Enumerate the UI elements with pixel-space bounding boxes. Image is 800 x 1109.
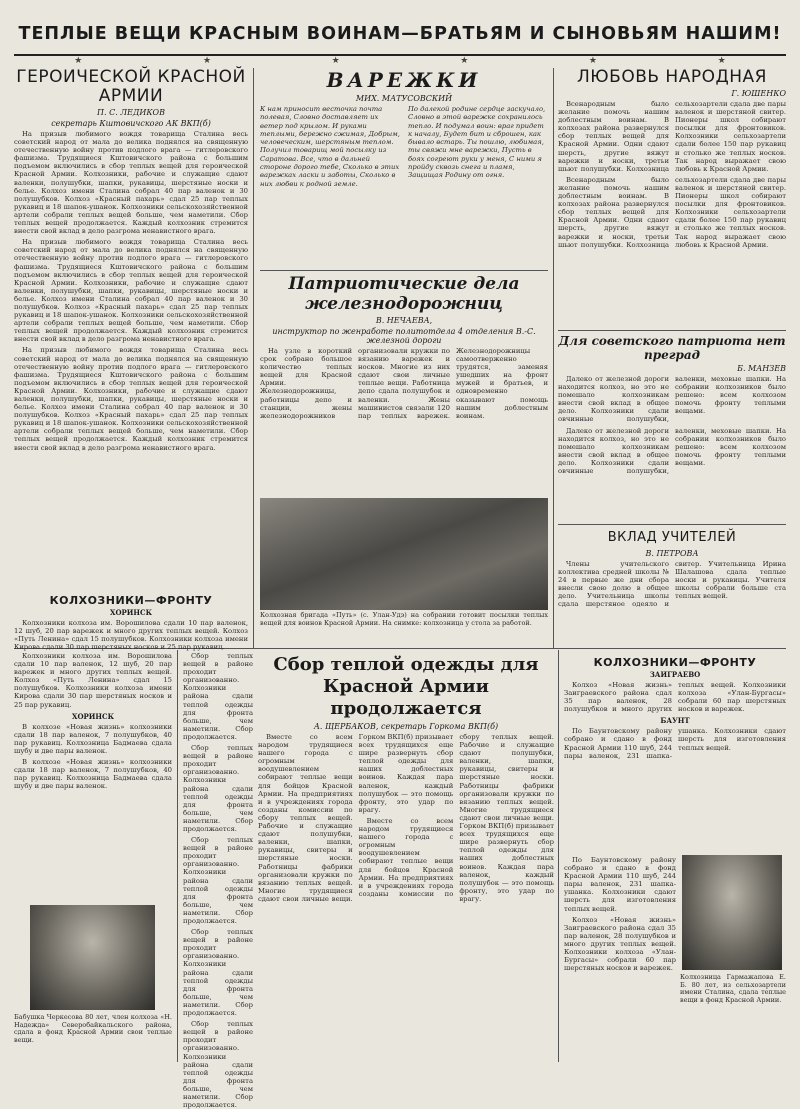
left-front-text: Колхозники колхоза им. Ворошилова сдали 10 пар валенок, 12 шуб, 20 пар варежек и много других теплых вещей. Колхоз «Путь Ленина» сдал 15 полушубков. Колхозники колхоза имени Кирова сдали 30 пар шерстяных носков и 25 пар рукавиц. [14,619,248,652]
main-article-byline: А. ЩЕРБАКОВ, секретарь Горкома ВКП(б) [313,722,499,731]
mid-small-text-repeat: Сбор теплых вещей в районе проходит организованно. Колхозники района сдали теплой одежды для фронта больше, чем наметили. Сбор продолжается. [183,1020,253,1109]
mid-small-column [183,652,253,1109]
left-front-text-continued: Колхозники колхоза им. Ворошилова сдали 10 пар валенок, 12 шуб, 20 пар варежек и много других теплых вещей. Колхоз «Путь Ленина» сдал 15 полушубков. Колхозники колхоза имени Кирова сдали 30 пар шерстяных носков и 25 пар рукавиц. [14,652,172,709]
rail-article-title: Патриотические дела железнодорожниц [288,274,520,314]
left-article-title: ГЕРОИЧЕСКОЙ КРАСНОЙ АРМИИ [16,67,246,106]
right-front-text-2: По Баунтовскому району собрано и сдано в фонд Красной Армии 110 шуб, 244 пары валенок, 231 шапка-ушанка. Колхозники сдают шерсть для изготовления теплых вещей. [564,727,786,760]
poem-column-1: К нам приносит весточка почта полевая, Словно доставляет их ветер под крылом. И руками теплыми, бережно сжимая, Добрым, человеческим, шерстяным теплом. Получил товарищ мой посылку из Саратова. Все, что в дальней стороне дорого тебе, Сколько в этих варежках ласки и заботы, Сколько в них любви к родной земле. [260,105,400,188]
star-icon: ★ [717,56,726,66]
mid-small-text-repeat: Сбор теплых вещей в районе проходит организованно. Колхозники района сдали теплой одежды для фронта больше, чем наметили. Сбор продолжается. [183,836,253,925]
column-divider [558,650,559,1062]
teacher-article-title: ВКЛАД УЧИТЕЛЕЙ [607,530,737,545]
right-front-place: ЗАИГРАЕВО [649,670,701,679]
workshop-photo [260,498,548,610]
patriot-article [558,334,786,522]
right-bottom-text: По Баунтовскому району собрано и сдано в фонд Красной Армии 110 шуб, 244 пары валенок, 231 шапка-ушанка. Колхозники сдают шерсть для изготовления теплых вещей. [564,856,676,913]
star-icon: ★ [74,56,83,66]
right-front-text: Колхоз «Новая жизнь» Заиграевского района сдал 35 пар валенок, 28 полушубков и много других теплых вещей. Колхозники колхоза «Улан-Бургасы» собрали 60 пар шерстяных носков и варежек. [564,681,786,714]
left-front-header-block [14,590,248,652]
elderly-woman-photo [30,905,155,1010]
mid-small-text: Сбор теплых вещей в районе проходит организованно. Колхозники района сдали теплой одежды для фронта больше, чем наметили. Сбор продолжается. [183,652,253,741]
teacher-article-text: Члены учительского коллектива средней школы № 24 в первые же дни сбора внесли свою долю в общее дело. Учительница школы сдала шерстяное одеяло и свитер. Учительница Ирина Шалашова сдала теплые носки и рукавицы. Учителя школы собрали больше ста теплых вещей. [558,560,786,609]
right-bottom-text-block [564,856,676,1056]
poem-author: МИХ. МАТУСОВСКИЙ [355,94,453,103]
rail-article-byline: В. НЕЧАЕВА, [375,316,433,325]
right-article [558,68,786,328]
poem-block [260,68,548,268]
right-article-title: ЛЮБОВЬ НАРОДНАЯ [577,67,767,87]
main-article-title: Сбор теплой одежды для Красной Армии продолжается [273,654,539,719]
left-article-byline: П. С. ЛЕДИКОВ [97,108,165,117]
left-front-continued [14,652,172,902]
main-article-text-repeat: Вместе со всем народом трудящиеся нашего города с огромным воодушевлением собирают теплые вещи для бойцов Красной Армии. На предприятиях и в учреждениях города созданы комиссии по сбору теплых вещей. Рабочие и служащие сдают полушубки, валенки, шапки, рукавицы, свитеры и шерстяные носки. Работницы фабрики организовали кружки по вязанию теплых вещей. Многие трудящиеся сдают свои личные вещи. Горком ВКП(б) призывает всех трудящихся еще шире развернуть сбор теплой одежды для наших доблестных воинов. Каждая пара валенок, каждый полушубок — это помощь фронту, это удар по врагу. [358,733,554,903]
left-article-text-repeat: На призыв любимого вождя товарища Сталина весь советский народ от мала до велика поднялся на священную отечественную войну против подлого врага — гитлеровского фашизма. Трудящиеся Кштовичского района с большим подъемом включились в сбор теплых вещей для героической Красной Армии. Колхозники, рабочие и служащие сдают валенки, полушубки, шапки, рукавицы, шерстяные носки и белье. Колхоз имени Сталина собрал 40 пар валенок и 30 полушубков. Колхоз «Красный пахарь» сдал 25 пар теплых рукавиц и 18 шапок-ушанок. Колхозники сельскохозяйственной артели собрали теплых вещей больше, чем наметили. Сбор теплых вещей продолжается. Каждый колхозник стремится внести свой вклад в дело разгрома ненавистного врага. [14,346,248,452]
right-photo-caption: Колхозница Гармажапова Е. Б. 80 лет, из сельхозартели имени Сталина, сдала теплые вещи в фонд Красной Армии. [680,973,786,1004]
right-photo-caption-block [680,974,786,1058]
main-article-columns [258,733,554,903]
right-article-byline: Г. ЮШЕНКО [731,89,786,98]
star-icon: ★ [331,56,340,66]
left-article [14,68,248,588]
banner-title: ТЕПЛЫЕ ВЕЩИ КРАСНЫМ ВОИНАМ—БРАТЬЯМ И СЫНОВЬЯМ НАШИМ! [18,24,782,44]
section-divider [558,524,786,525]
poem-column-2: По далекой родине сердце заскучало, Словно в этой варежке сохранилось тепло. И подумал воин: враг придет к началу, Будет бит и сброшен, как бывало встарь. Ты пошлю, любимая, ты свяжи мне варежки, Пусть в боях согреют руки у меня, С ними я пройду сквозь снега и пламя, Защищая Родину от огня. [408,105,546,180]
right-bottom-text-repeat: Колхоз «Новая жизнь» Заиграевского района сдал 35 пар валенок, 28 полушубков и много других теплых вещей. Колхозники колхоза «Улан-Бургасы» собрали 60 пар шерстяных носков и варежек. [564,915,676,973]
right-front [564,652,786,852]
main-article-text: Вместе со всем народом трудящиеся нашего города с огромным воодушевлением собирают теплые вещи для бойцов Красной Армии. На предприятиях и в учреждениях города созданы комиссии по сбору теплых вещей. Рабочие и служащие сдают полушубки, валенки, шапки, рукавицы, свитеры и шерстяные носки. Работницы фабрики организовали кружки по вязанию теплых вещей. Многие трудящиеся сдают свои личные вещи. Горком ВКП(б) призывает всех трудящихся еще шире развернуть сбор теплой одежды для наших доблестных воинов. Каждая пара валенок, каждый полушубок — это помощь фронту, это удар по врагу. [258,733,454,903]
rail-article [260,274,548,494]
rail-article-text: На узле в короткий срок собрано большое количество теплых вещей для Красной Армии. Железнодорожницы, работницы депо и станции, жены железнодорожников организовали кружки по вязанию варежек и носков. Многие из них сдают свои личные теплые вещи. Работница депо сдала полушубок и валенки. Жены машинистов связали 120 пар теплых варежек. Железнодорожницы самоотверженно трудятся, заменяя ушедших на фронт мужей и братьев, и одновременно оказывают помощь нашим доблестным воинам. [260,347,548,420]
left-photo-caption: Бабушка Черкесова 80 лет, член колхоза «Н. Надежда» Северобайкальского района, сдала в фонд Красной Армии свои теплые вещи. [14,1013,172,1044]
column-divider [177,650,178,1062]
section-divider [260,270,548,271]
section-divider [558,330,786,331]
left-photo-caption-block [14,1014,172,1060]
left-front-place: ХОРИНСК [110,608,152,617]
teacher-article-byline: В. ПЕТРОВА [645,549,699,558]
left-article-text: На призыв любимого вождя товарища Сталина весь советский народ от мала до велика поднялся на священную отечественную войну против подлого врага — гитлеровского фашизма. Трудящиеся Кштовичского района с большим подъемом включились в сбор теплых вещей для героической Красной Армии. Колхозники, рабочие и служащие сдают валенки, полушубки, шапки, рукавицы, шерстяные носки и белье. Колхоз имени Сталина собрал 40 пар валенок и 30 полушубков. Колхоз «Красный пахарь» сдал 25 пар теплых рукавиц и 18 шапок-ушанок. Колхозники сельскохозяйственной артели собрали теплых вещей больше, чем наметили. Сбор теплых вещей продолжается. Каждый колхозник стремится внести свой вклад в дело разгрома ненавистного врага. [14,130,248,236]
right-article-text-repeat: Всенародным было желание помочь нашим доблестным воинам. В колхозах района развернулся сбор теплых вещей для Красной Армии. Одни сдают шерсть, другие вяжут варежки и носки, третьи шьют полушубки. Колхозница сельхозартели сдала две пары валенок и шерстяной свитер. Пионеры школ собирают посылки для фронтовиков. Колхозники сельхозартели сдали более 150 пар рукавиц и столько же теплых носков. Так народ выражает свою любовь к Красной Армии. [558,175,786,249]
right-front-title: КОЛХОЗНИКИ—ФРОНТУ [593,656,757,669]
collective-farmer-photo [682,855,782,970]
patriot-article-text: Далеко от железной дороги находится колхоз, но это не помешало колхозникам внести свой вклад в общее дело. Колхозники сдали овчинные полушубки, валенки, меховые шапки. На собрании колхозников было решено: всем колхозом помочь фронту теплыми вещами. [558,375,786,424]
left-front-text-2-repeat: В колхозе «Новая жизнь» колхозники сдали 18 пар валенок, 7 полушубков, 40 пар рукавиц. Колхозница Бадмаева сдала шубу и две пары валенок. [14,758,172,791]
patriot-article-text-repeat: Далеко от железной дороги находится колхоз, но это не помешало колхозникам внести свой вклад в общее дело. Колхозники сдали овчинные полушубки, валенки, меховые шапки. На собрании колхозников было решено: всем колхозом помочь фронту теплыми вещами. [558,426,786,476]
center-photo-caption-block [260,612,548,646]
center-photo-caption: Колхозная бригада «Путь» (с. Улан-Удэ) на собрании готовит посылки теплых вещей для воинов Красной Армии. На снимке: колхозница у стола за работой. [260,611,548,627]
star-icon: ★ [588,56,597,66]
right-front-place-2: БАУНТ [660,716,690,726]
left-article-text-repeat: На призыв любимого вождя товарища Сталина весь советский народ от мала до велика поднялся на священную отечественную войну против подлого врага — гитлеровского фашизма. Трудящиеся Кштовичского района с большим подъемом включились в сбор теплых вещей для героической Красной Армии. Колхозники, рабочие и служащие сдают валенки, полушубки, шапки, рукавицы, шерстяные носки и белье. Колхоз имени Сталина собрал 40 пар валенок и 30 полушубков. Колхоз «Красный пахарь» сдал 25 пар теплых рукавиц и 18 шапок-ушанок. Колхозники сельскохозяйственной артели собрали теплых вещей больше, чем наметили. Сбор теплых вещей продолжается. Каждый колхозник стремится внести свой вклад в дело разгрома ненавистного врага. [14,238,248,344]
left-article-byline-role: секретарь Кштовичского АК ВКП(б) [51,119,211,128]
mid-small-text-repeat: Сбор теплых вещей в районе проходит организованно. Колхозники района сдали теплой одежды для фронта больше, чем наметили. Сбор продолжается. [183,744,253,833]
left-front-place-2: ХОРИНСК [72,711,114,721]
mid-small-text-repeat: Сбор теплых вещей в районе проходит организованно. Колхозники района сдали теплой одежды для фронта больше, чем наметили. Сбор продолжается. [183,928,253,1018]
banner-stars [14,56,786,66]
column-divider [253,68,254,648]
poem-columns [260,105,548,188]
star-icon: ★ [202,56,212,66]
rail-article-byline-role: инструктор по женработе политотдела 4 отделения В.-С. железной дороги [272,327,536,345]
poem-title: ВАРЕЖКИ [326,68,482,92]
column-divider [553,68,554,648]
front-banner [14,14,786,56]
teacher-article [558,528,786,646]
main-article [258,654,554,1060]
left-front-text-2: В колхозе «Новая жизнь» колхозники сдали 18 пар валенок, 7 полушубков, 40 пар рукавиц. Колхозница Бадмаева сдала шубу и две пары валенок. [14,722,172,755]
left-front-title: КОЛХОЗНИКИ—ФРОНТУ [49,594,213,607]
right-article-text: Всенародным было желание помочь нашим доблестным воинам. В колхозах района развернулся сбор теплых вещей для Красной Армии. Одни сдают шерсть, другие вяжут варежки и носки, третьи шьют полушубки. Колхозница сельхозартели сдала две пары валенок и шерстяной свитер. Пионеры школ собирают посылки для фронтовиков. Колхозники сельхозартели сдали более 150 пар рукавиц и столько же теплых носков. Так народ выражает свою любовь к Красной Армии. [558,100,786,173]
star-icon: ★ [460,56,469,66]
patriot-article-byline: Б. МАНЗЕВ [737,364,786,373]
patriot-article-title: Для советского патриота нет преград [558,334,786,362]
